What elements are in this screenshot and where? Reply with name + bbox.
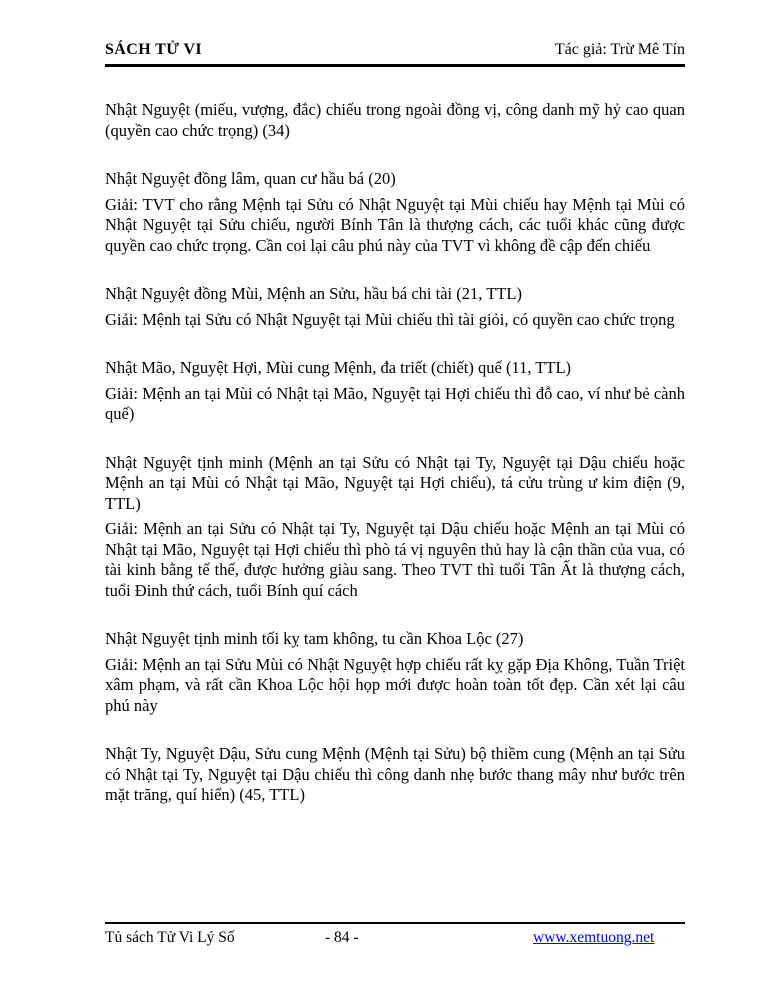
header-book-title: SÁCH TỬ VI [105,41,203,58]
verse-paragraph-7: Nhật Ty, Nguyệt Dậu, Sửu cung Mệnh (Mệnh tại Sửu) bộ thiềm cung (Mệnh an tại Sửu có Nhật tại Ty, Nguyệt tại Dậu chiếu thì công danh nhẹ bước thang mây như bước trên mặt trăng, quí hiển) (45, TTL) [105,744,685,804]
page-header [105,40,685,67]
explanation-paragraph-5: Giải: Mệnh an tại Sửu có Nhật tại Ty, Nguyệt tại Dậu chiếu hoặc Mệnh an tại Mùi có Nhật tại Mão, Nguyệt tại Hợi chiếu thì phò tá vị nguyên thủ hay là cận thần của vua, có tài kinh bằng tế thế, được hưởng giàu sang. Theo TVT thì tuổi Tân Ất là thượng cách, tuổi Đinh thứ cách, tuổi Bính quí cách [105,519,685,600]
page-footer [105,922,685,955]
verse-paragraph-3: Nhật Nguyệt đồng Mùi, Mệnh an Sửu, hầu bá chi tài (21, TTL) [105,284,522,303]
verse-paragraph-2: Nhật Nguyệt đồng lâm, quan cư hầu bá (20) [105,169,396,188]
page-content [105,100,685,806]
explanation-paragraph-4: Giải: Mệnh an tại Mùi có Nhật tại Mão, Nguyệt tại Hợi chiếu thì đỗ cao, ví như bẻ cành quế) [105,383,685,423]
header-author: Tác giả: Trừ Mê Tín [554,41,685,58]
footer-row [105,924,685,955]
explanation-paragraph-3: Giải: Mệnh tại Sửu có Nhật Nguyệt tại Mùi chiếu thì tài giỏi, có quyền cao chức trọng [105,309,675,329]
footer-series-title: Tủ sách Tử Vi Lý Số [105,929,235,946]
explanation-paragraph-2: Giải: TVT cho rằng Mệnh tại Sửu có Nhật Nguyệt tại Mùi chiếu hay Mệnh tại Mùi có Nhật Nguyệt tại Sửu chiếu, người Bính Tân là thượng cách, các tuổi khác cũng được quyền cao chức trọng. Cần coi lại câu phú này của TVT vì không đề cập đến chiếu [105,194,685,255]
footer-website-link[interactable]: www.xemtuong.net [533,929,655,946]
page-number: - 84 - [325,929,359,946]
verse-paragraph-5: Nhật Nguyệt tịnh minh (Mệnh an tại Sửu có Nhật tại Ty, Nguyệt tại Dậu chiếu hoặc Mệnh an tại Mùi có Nhật tại Mão, Nguyệt tại Hợi chiếu), tá cửu trùng ư kim điện (9, TTL) [105,452,685,513]
verse-paragraph-6: Nhật Nguyệt tịnh minh tối kỵ tam không, tu cần Khoa Lộc (27) [105,629,524,648]
verse-paragraph-1: Nhật Nguyệt (miếu, vượng, đắc) chiếu trong ngoài đồng vị, công danh mỹ hỷ cao quan (quyền cao chức trọng) (34) [105,100,685,140]
explanation-paragraph-6: Giải: Mệnh an tại Sửu Mùi có Nhật Nguyệt hợp chiếu rất kỵ gặp Địa Không, Tuần Triệt xâm phạm, và rất cần Khoa Lộc hội họp mới được hoàn toàn tốt đẹp. Cần xét lại câu phú này [105,654,685,715]
verse-paragraph-4: Nhật Mão, Nguyệt Hợi, Mùi cung Mệnh, đa triết (chiết) quế (11, TTL) [105,358,572,377]
